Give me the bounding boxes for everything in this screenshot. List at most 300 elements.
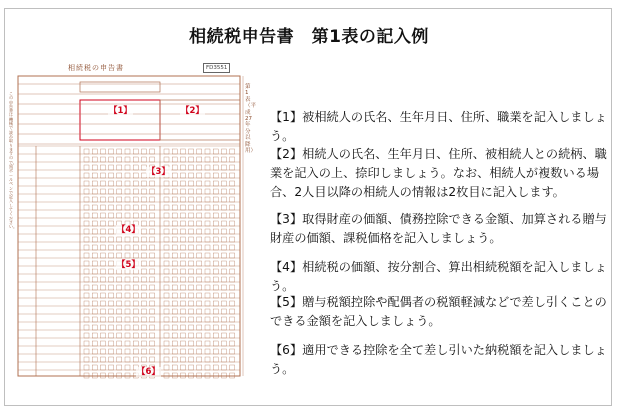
form-line: [133, 325, 138, 330]
form-line: [205, 237, 210, 242]
form-line: [180, 205, 185, 210]
form-line: [100, 301, 105, 306]
form-line: [221, 317, 226, 322]
form-line: [205, 293, 210, 298]
form-line: [197, 189, 202, 194]
form-line: [213, 301, 218, 306]
form-line: [221, 349, 226, 354]
form-line: [172, 181, 177, 186]
form-line: [230, 157, 235, 162]
form-line: [117, 301, 122, 306]
form-line: [100, 309, 105, 314]
form-line: [230, 165, 235, 170]
form-line: [180, 149, 185, 154]
form-line: [205, 181, 210, 186]
form-line: [92, 285, 97, 290]
form-line: [92, 333, 97, 338]
form-line: [109, 181, 114, 186]
form-line: [84, 237, 89, 242]
form-line: [92, 157, 97, 162]
form-line: [230, 333, 235, 338]
form-line: [164, 189, 169, 194]
form-line: [197, 173, 202, 178]
form-line: [117, 165, 122, 170]
form-line: [205, 357, 210, 362]
marker-3: 【3】: [147, 167, 170, 177]
form-line: [84, 285, 89, 290]
marker-2: 【2】: [181, 106, 204, 116]
form-line: [164, 365, 169, 370]
form-line: [109, 157, 114, 162]
form-line: [141, 333, 146, 338]
form-line: [109, 277, 114, 282]
form-line: [172, 261, 177, 266]
form-line: [92, 253, 97, 258]
form-line: [221, 189, 226, 194]
form-line: [100, 149, 105, 154]
form-line: [230, 205, 235, 210]
form-line: [133, 197, 138, 202]
form-line: [189, 365, 194, 370]
form-line: [117, 341, 122, 346]
form-line: [100, 229, 105, 234]
form-line: [92, 245, 97, 250]
form-line: [141, 317, 146, 322]
form-line: [205, 165, 210, 170]
form-line: [213, 269, 218, 274]
form-line: [100, 181, 105, 186]
form-line: [100, 157, 105, 162]
form-line: [117, 365, 122, 370]
form-line: [197, 317, 202, 322]
form-line: [205, 245, 210, 250]
form-line: [205, 277, 210, 282]
form-line: [125, 341, 130, 346]
form-line: [221, 309, 226, 314]
form-line: [221, 237, 226, 242]
form-line: [100, 165, 105, 170]
form-line: [117, 277, 122, 282]
form-line: [133, 205, 138, 210]
form-line: [172, 309, 177, 314]
form-line: [164, 309, 169, 314]
form-line: [100, 277, 105, 282]
form-line: [84, 325, 89, 330]
form-line: [109, 341, 114, 346]
form-line: [180, 157, 185, 162]
form-line: [189, 261, 194, 266]
form-line: [164, 229, 169, 234]
form-line: [141, 293, 146, 298]
form-line: [164, 277, 169, 282]
form-line: [133, 173, 138, 178]
form-line: [213, 253, 218, 258]
form-line: [230, 277, 235, 282]
form-line: [213, 157, 218, 162]
form-line: [109, 205, 114, 210]
form-line: [189, 301, 194, 306]
form-line: [150, 341, 155, 346]
form-line: [125, 277, 130, 282]
form-line: [172, 349, 177, 354]
form-line: [197, 253, 202, 258]
form-line: [180, 181, 185, 186]
form-line: [141, 325, 146, 330]
form-line: [197, 245, 202, 250]
form-line: [189, 333, 194, 338]
form-line: [109, 269, 114, 274]
form-line: [150, 349, 155, 354]
form-line: [125, 333, 130, 338]
form-line: [205, 149, 210, 154]
marker-5: 【5】: [117, 260, 140, 270]
form-line: [92, 293, 97, 298]
form-line: [133, 333, 138, 338]
form-line: [164, 149, 169, 154]
form-line: [84, 333, 89, 338]
form-line: [141, 261, 146, 266]
form-line: [150, 277, 155, 282]
form-line: [213, 205, 218, 210]
form-line: [141, 341, 146, 346]
form-line: [180, 293, 185, 298]
form-line: [164, 269, 169, 274]
form-line: [125, 237, 130, 242]
form-line: [221, 149, 226, 154]
form-line: [141, 205, 146, 210]
page-title: 相続税申告書 第1表の記入例: [189, 27, 429, 47]
form-line: [100, 261, 105, 266]
form-line: [100, 293, 105, 298]
form-line: [230, 285, 235, 290]
form-line: [180, 189, 185, 194]
form-title: 相続税の申告書: [68, 64, 124, 72]
form-line: [213, 357, 218, 362]
form-line: [180, 245, 185, 250]
form-line: [197, 157, 202, 162]
form-line: [230, 301, 235, 306]
form-line: [150, 301, 155, 306]
form-line: [213, 173, 218, 178]
form-line: [230, 229, 235, 234]
form-line: [213, 365, 218, 370]
form-line: [172, 341, 177, 346]
form-line: [164, 245, 169, 250]
form-line: [117, 285, 122, 290]
form-line: [133, 309, 138, 314]
form-line: [125, 365, 130, 370]
form-line: [213, 333, 218, 338]
form-line: [133, 357, 138, 362]
form-line: [213, 213, 218, 218]
form-line: [197, 277, 202, 282]
form-line: [150, 181, 155, 186]
form-line: [109, 173, 114, 178]
form-line: [197, 349, 202, 354]
form-line: [164, 325, 169, 330]
form-line: [205, 341, 210, 346]
form-line: [164, 317, 169, 322]
form-line: [172, 293, 177, 298]
form-line: [141, 221, 146, 226]
form-line: [125, 349, 130, 354]
form-line: [205, 229, 210, 234]
form-line: [125, 253, 130, 258]
form-line: [92, 365, 97, 370]
form-line: [189, 277, 194, 282]
form-line: [109, 285, 114, 290]
form-line: [150, 213, 155, 218]
form-line: [197, 309, 202, 314]
form-line: [172, 205, 177, 210]
form-line: [205, 333, 210, 338]
form-line: [150, 205, 155, 210]
form-line: [84, 157, 89, 162]
form-line: [230, 189, 235, 194]
form-line: [150, 309, 155, 314]
form-line: [180, 317, 185, 322]
form-line: [164, 293, 169, 298]
form-line: [205, 365, 210, 370]
form-line: [109, 189, 114, 194]
form-line: [189, 173, 194, 178]
form-line: [117, 189, 122, 194]
form-line: [164, 213, 169, 218]
form-line: [197, 261, 202, 266]
description-1: 【1】被相続人の氏名、生年月日、住所、職業を記入しましょう。: [270, 110, 607, 143]
marker-6: 【6】: [137, 367, 160, 377]
form-line: [150, 317, 155, 322]
form-line: [84, 229, 89, 234]
form-line: [100, 285, 105, 290]
form-line: [133, 189, 138, 194]
form-line: [164, 197, 169, 202]
form-line: [180, 229, 185, 234]
form-line: [205, 221, 210, 226]
form-line: [213, 245, 218, 250]
form-line: [205, 261, 210, 266]
form-line: [100, 269, 105, 274]
form-line: [109, 237, 114, 242]
form-line: [125, 205, 130, 210]
form-line: [150, 293, 155, 298]
form-line: [125, 357, 130, 362]
form-line: [221, 197, 226, 202]
form-line: [133, 341, 138, 346]
form-line: [172, 365, 177, 370]
form-line: [125, 245, 130, 250]
form-line: [133, 181, 138, 186]
form-line: [189, 149, 194, 154]
form-line: [221, 253, 226, 258]
form-line: [172, 189, 177, 194]
form-line: [125, 293, 130, 298]
form-line: [230, 349, 235, 354]
form-line: [92, 309, 97, 314]
form-line: [205, 213, 210, 218]
form-line: [180, 333, 185, 338]
form-line: [172, 173, 177, 178]
form-line: [141, 357, 146, 362]
form-line: [221, 245, 226, 250]
form-line: [197, 149, 202, 154]
form-line: [213, 221, 218, 226]
form-line: [150, 221, 155, 226]
form-line: [221, 229, 226, 234]
form-line: [180, 365, 185, 370]
form-line: [150, 197, 155, 202]
form-line: [109, 365, 114, 370]
form-line: [133, 149, 138, 154]
form-line: [100, 173, 105, 178]
form-line: [164, 181, 169, 186]
form-line: [84, 341, 89, 346]
form-line: [205, 173, 210, 178]
form-line: [221, 341, 226, 346]
form-line: [92, 173, 97, 178]
form-line: [164, 157, 169, 162]
form-line: [172, 301, 177, 306]
form-grid: [8, 62, 258, 384]
form-line: [189, 357, 194, 362]
form-line: [117, 205, 122, 210]
form-line: [150, 357, 155, 362]
form-line: [92, 325, 97, 330]
form-line: [92, 189, 97, 194]
form-line: [92, 221, 97, 226]
form-line: [150, 229, 155, 234]
form-line: [92, 317, 97, 322]
form-line: [189, 253, 194, 258]
form-line: [205, 157, 210, 162]
form-line: [133, 293, 138, 298]
form-line: [180, 325, 185, 330]
form-line: [92, 261, 97, 266]
form-line: [189, 269, 194, 274]
form-line: [164, 357, 169, 362]
form-line: [141, 157, 146, 162]
form-line: [150, 149, 155, 154]
form-line: [180, 221, 185, 226]
form-line: [197, 197, 202, 202]
form-line: [230, 181, 235, 186]
form-line: [84, 213, 89, 218]
form-line: [125, 301, 130, 306]
form-line: [150, 157, 155, 162]
marker-4: 【4】: [117, 225, 140, 235]
form-line: [125, 149, 130, 154]
form-line: [141, 213, 146, 218]
form-line: [117, 157, 122, 162]
form-line: [230, 213, 235, 218]
form-line: [150, 237, 155, 242]
form-line: [164, 205, 169, 210]
form-line: [84, 317, 89, 322]
form-line: [117, 293, 122, 298]
form-line: [172, 221, 177, 226]
form-line: [125, 165, 130, 170]
form-line: [109, 301, 114, 306]
form-line: [197, 333, 202, 338]
form-line: [133, 277, 138, 282]
form-line: [213, 197, 218, 202]
form-line: [150, 245, 155, 250]
form-line: [84, 269, 89, 274]
form-line: [172, 285, 177, 290]
form-line: [125, 157, 130, 162]
form-line: [189, 341, 194, 346]
form-line: [141, 237, 146, 242]
form-line: [221, 269, 226, 274]
form-line: [205, 269, 210, 274]
form-line: [92, 213, 97, 218]
form-line: [189, 221, 194, 226]
form-line: [141, 149, 146, 154]
form-side-label: 第1表（平成27年分以降用）: [245, 84, 257, 155]
form-line: [133, 213, 138, 218]
form-line: [189, 309, 194, 314]
form-line: [100, 349, 105, 354]
form-line: [172, 213, 177, 218]
form-line: [84, 357, 89, 362]
form-line: [172, 229, 177, 234]
form-line: [109, 253, 114, 258]
form-line: [189, 157, 194, 162]
form-line: [172, 317, 177, 322]
form-line: [141, 301, 146, 306]
form-line: [92, 205, 97, 210]
form-line: [109, 333, 114, 338]
form-line: [205, 349, 210, 354]
form-line: [80, 82, 160, 92]
form-line: [221, 173, 226, 178]
form-line: [100, 205, 105, 210]
form-line: [205, 309, 210, 314]
form-line: [117, 245, 122, 250]
form-line: [180, 309, 185, 314]
form-line: [84, 253, 89, 258]
form-line: [133, 285, 138, 290]
form-line: [92, 269, 97, 274]
form-line: [109, 213, 114, 218]
form-line: [150, 261, 155, 266]
form-line: [172, 325, 177, 330]
form-line: [230, 317, 235, 322]
form-line: [205, 197, 210, 202]
form-line: [125, 213, 130, 218]
form-line: [109, 309, 114, 314]
form-line: [92, 357, 97, 362]
form-line: [92, 197, 97, 202]
form-line: [189, 245, 194, 250]
form-line: [230, 237, 235, 242]
form-line: [117, 213, 122, 218]
form-line: [197, 269, 202, 274]
form-line: [84, 293, 89, 298]
form-line: [213, 237, 218, 242]
form-line: [221, 165, 226, 170]
form-line: [84, 309, 89, 314]
form-line: [213, 165, 218, 170]
form-line: [180, 237, 185, 242]
form-line: [230, 221, 235, 226]
form-line: [84, 189, 89, 194]
form-line: [221, 285, 226, 290]
form-line: [100, 317, 105, 322]
form-line: [197, 341, 202, 346]
form-line: [180, 269, 185, 274]
form-line: [189, 181, 194, 186]
